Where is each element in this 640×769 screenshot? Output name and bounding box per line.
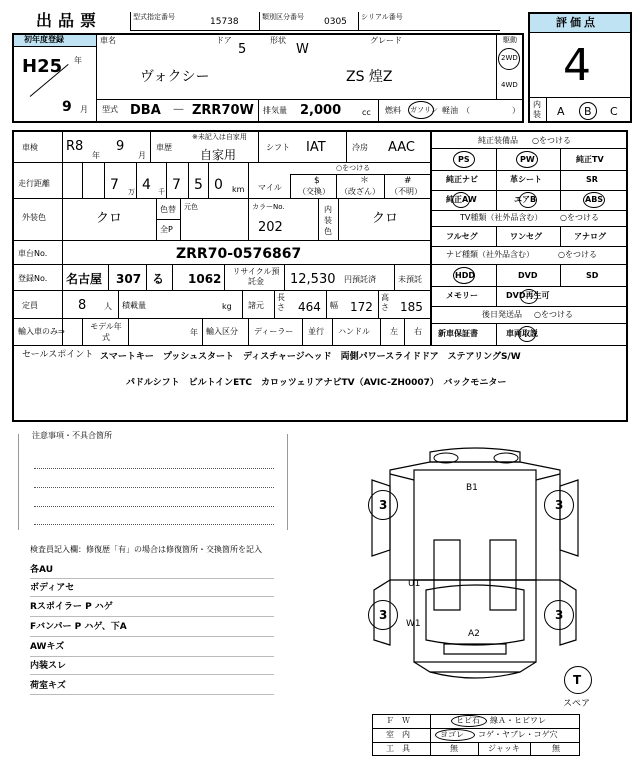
points-label: セールスポイント: [22, 350, 94, 360]
mileage-d5: 0: [214, 177, 223, 193]
points-line1: スマートキー プッシュスタート ディスチャージヘッド 両側パワースライドドア ステアリングS/W: [100, 352, 521, 362]
damage-u1: U1: [408, 579, 421, 589]
shift-value: IAT: [306, 140, 326, 155]
navi-sd: SD: [586, 271, 599, 280]
class-no: 0305: [324, 17, 347, 27]
drive-label: 駆動: [503, 36, 517, 44]
equip-abs: ABS: [585, 195, 604, 204]
height-value: 185: [400, 300, 423, 314]
model-no: 15738: [210, 17, 239, 27]
regno-num: 307: [116, 272, 142, 286]
shape: W: [296, 42, 309, 57]
damage-b1: B1: [466, 483, 478, 493]
shift-label: シフト: [266, 143, 290, 152]
color-code: 202: [258, 220, 283, 235]
inspector-item: 内装スレ: [30, 661, 67, 671]
car-name-label: 車名: [100, 36, 116, 45]
inspect-month: 9: [116, 139, 125, 154]
tv-oneseg: ワンセグ: [510, 232, 542, 241]
mileage-note: ○をつける: [336, 164, 371, 172]
drive-4wd: 4WD: [501, 81, 518, 89]
color-label: 外装色: [22, 213, 46, 222]
model-no-label: 型式指定番号: [133, 13, 175, 21]
score-label: 評価点: [556, 16, 598, 29]
inspector-item: AWキズ: [30, 642, 65, 652]
damage-w1: W1: [406, 619, 421, 629]
history-label: 車歴: [156, 143, 172, 152]
width-value: 172: [350, 300, 373, 314]
navi-label: ナビ種類（社外品含む）: [446, 250, 534, 259]
ac-label: 冷房: [352, 143, 368, 152]
cc-unit: cc: [362, 108, 371, 117]
inspector-item: Fバンパー P ハゲ、下A: [30, 622, 127, 632]
interior-a: A: [557, 105, 565, 118]
damage-a2: A2: [468, 629, 480, 639]
tv-label: TV種類（社外品含む）: [460, 213, 543, 222]
recycle-amount: 12,530: [290, 272, 336, 287]
regno-label: 登録No.: [18, 274, 48, 283]
spare-label: スペア: [563, 699, 591, 709]
mile-label: マイル: [258, 183, 282, 192]
mileage-d3: 7: [172, 177, 181, 193]
sheet-title: 出品票: [36, 11, 103, 30]
tv-fullseg: フルセグ: [446, 232, 478, 241]
length-value: 464: [298, 300, 321, 314]
tv-analog: アナログ: [574, 232, 606, 241]
car-name: ヴォクシー: [140, 69, 210, 85]
car-diagram: [360, 440, 590, 690]
color-value: クロ: [96, 211, 123, 226]
door-label: ドア: [216, 36, 232, 45]
inspector-item: ボディアセ: [30, 583, 75, 593]
chassis-label: 車台No.: [18, 249, 48, 258]
reg-era: H25: [22, 56, 63, 77]
capacity-value: 8: [78, 298, 87, 313]
regno-kana: る: [152, 272, 165, 286]
drive-2wd: 2WD: [501, 54, 518, 62]
equip-label: 純正装備品: [478, 136, 518, 145]
score-value: 4: [563, 40, 591, 91]
shape-label: 形状: [270, 36, 286, 45]
color-code-label: カラーNo.: [252, 203, 285, 211]
type-dash: －: [172, 103, 186, 118]
navi-dvd-play: DVD再生可: [506, 291, 550, 300]
first-reg-label: 初年度登録: [24, 35, 64, 44]
equip-aw: 純正AW: [446, 195, 477, 204]
docs-label: 後日発送品: [482, 310, 522, 319]
type-prefix: DBA: [130, 103, 161, 118]
equip-navi: 純正ナビ: [446, 175, 478, 184]
interior-b: B: [584, 105, 592, 118]
ac-value: AAC: [388, 140, 415, 155]
import-label: 輸入車のみ⇒: [18, 327, 65, 336]
door-count: 5: [238, 42, 247, 57]
type-model: ZRR70W: [192, 103, 254, 118]
equip-pw: PW: [520, 155, 535, 164]
inspector-item: 各AU: [30, 565, 53, 575]
inspector-item: 荷室キズ: [30, 681, 66, 691]
light-oil-label: 軽油: [442, 106, 458, 115]
equip-airbag: エアB: [514, 195, 537, 204]
inspector-item: Rスポイラー P ハゲ: [30, 602, 113, 612]
navi-memory: メモリー: [446, 291, 478, 300]
reg-month-unit: 月: [80, 105, 88, 114]
mileage-d4: 5: [194, 177, 203, 193]
chassis-number: ZRR70-0576867: [176, 246, 302, 262]
reg-month: 9: [62, 99, 72, 115]
points-line2: パドルシフト ビルトインETC カロッツェリアナビTV（AVIC-ZH0007） バックモニター: [126, 378, 507, 388]
fuel-label: 燃料: [385, 106, 401, 115]
equip-sr: SR: [586, 175, 598, 184]
capacity-label: 定員: [22, 301, 38, 310]
regno-num2: 1062: [188, 272, 222, 286]
inspector-label: 検査員記入欄：修復歴「有」の場合は修復箇所・交換箇所を記入: [30, 545, 262, 554]
inspect-era: R8: [66, 139, 84, 154]
class-no-label: 類別区分番号: [262, 13, 304, 21]
docs-warranty: 新車保証書: [438, 329, 478, 338]
grade-label: グレード: [370, 36, 402, 45]
navi-dvd: DVD: [518, 271, 538, 280]
type-label: 型式: [102, 105, 118, 114]
displacement: 2,000: [300, 103, 342, 118]
serial-label: シリアル番号: [361, 13, 403, 21]
mileage-d1: 7: [110, 177, 119, 193]
mileage-d2: 4: [142, 177, 151, 193]
disp-label: 排気量: [263, 106, 287, 115]
navi-hdd: HDD: [455, 271, 475, 280]
history-value: 自家用: [200, 148, 237, 162]
mileage-label: 走行距離: [18, 179, 50, 188]
docs-manual: 車両取説: [506, 329, 538, 338]
grade: ZS 煌Z: [346, 69, 393, 85]
regno-place: 名古屋: [66, 272, 103, 286]
equip-leather: 革シート: [510, 175, 542, 184]
inspect-label: 車検: [22, 143, 38, 152]
reg-year-unit: 年: [74, 56, 82, 65]
interior-label: 内装: [533, 100, 541, 119]
equip-ps: PS: [458, 155, 470, 164]
history-note: ※未記入は自家用: [192, 133, 247, 141]
notes-label: 注意事項・不具合箇所: [32, 431, 112, 440]
interior-color: クロ: [372, 211, 399, 226]
fuel-value: ガソリン: [410, 106, 438, 114]
equip-tv: 純正TV: [576, 155, 604, 164]
interior-c: C: [610, 105, 618, 118]
